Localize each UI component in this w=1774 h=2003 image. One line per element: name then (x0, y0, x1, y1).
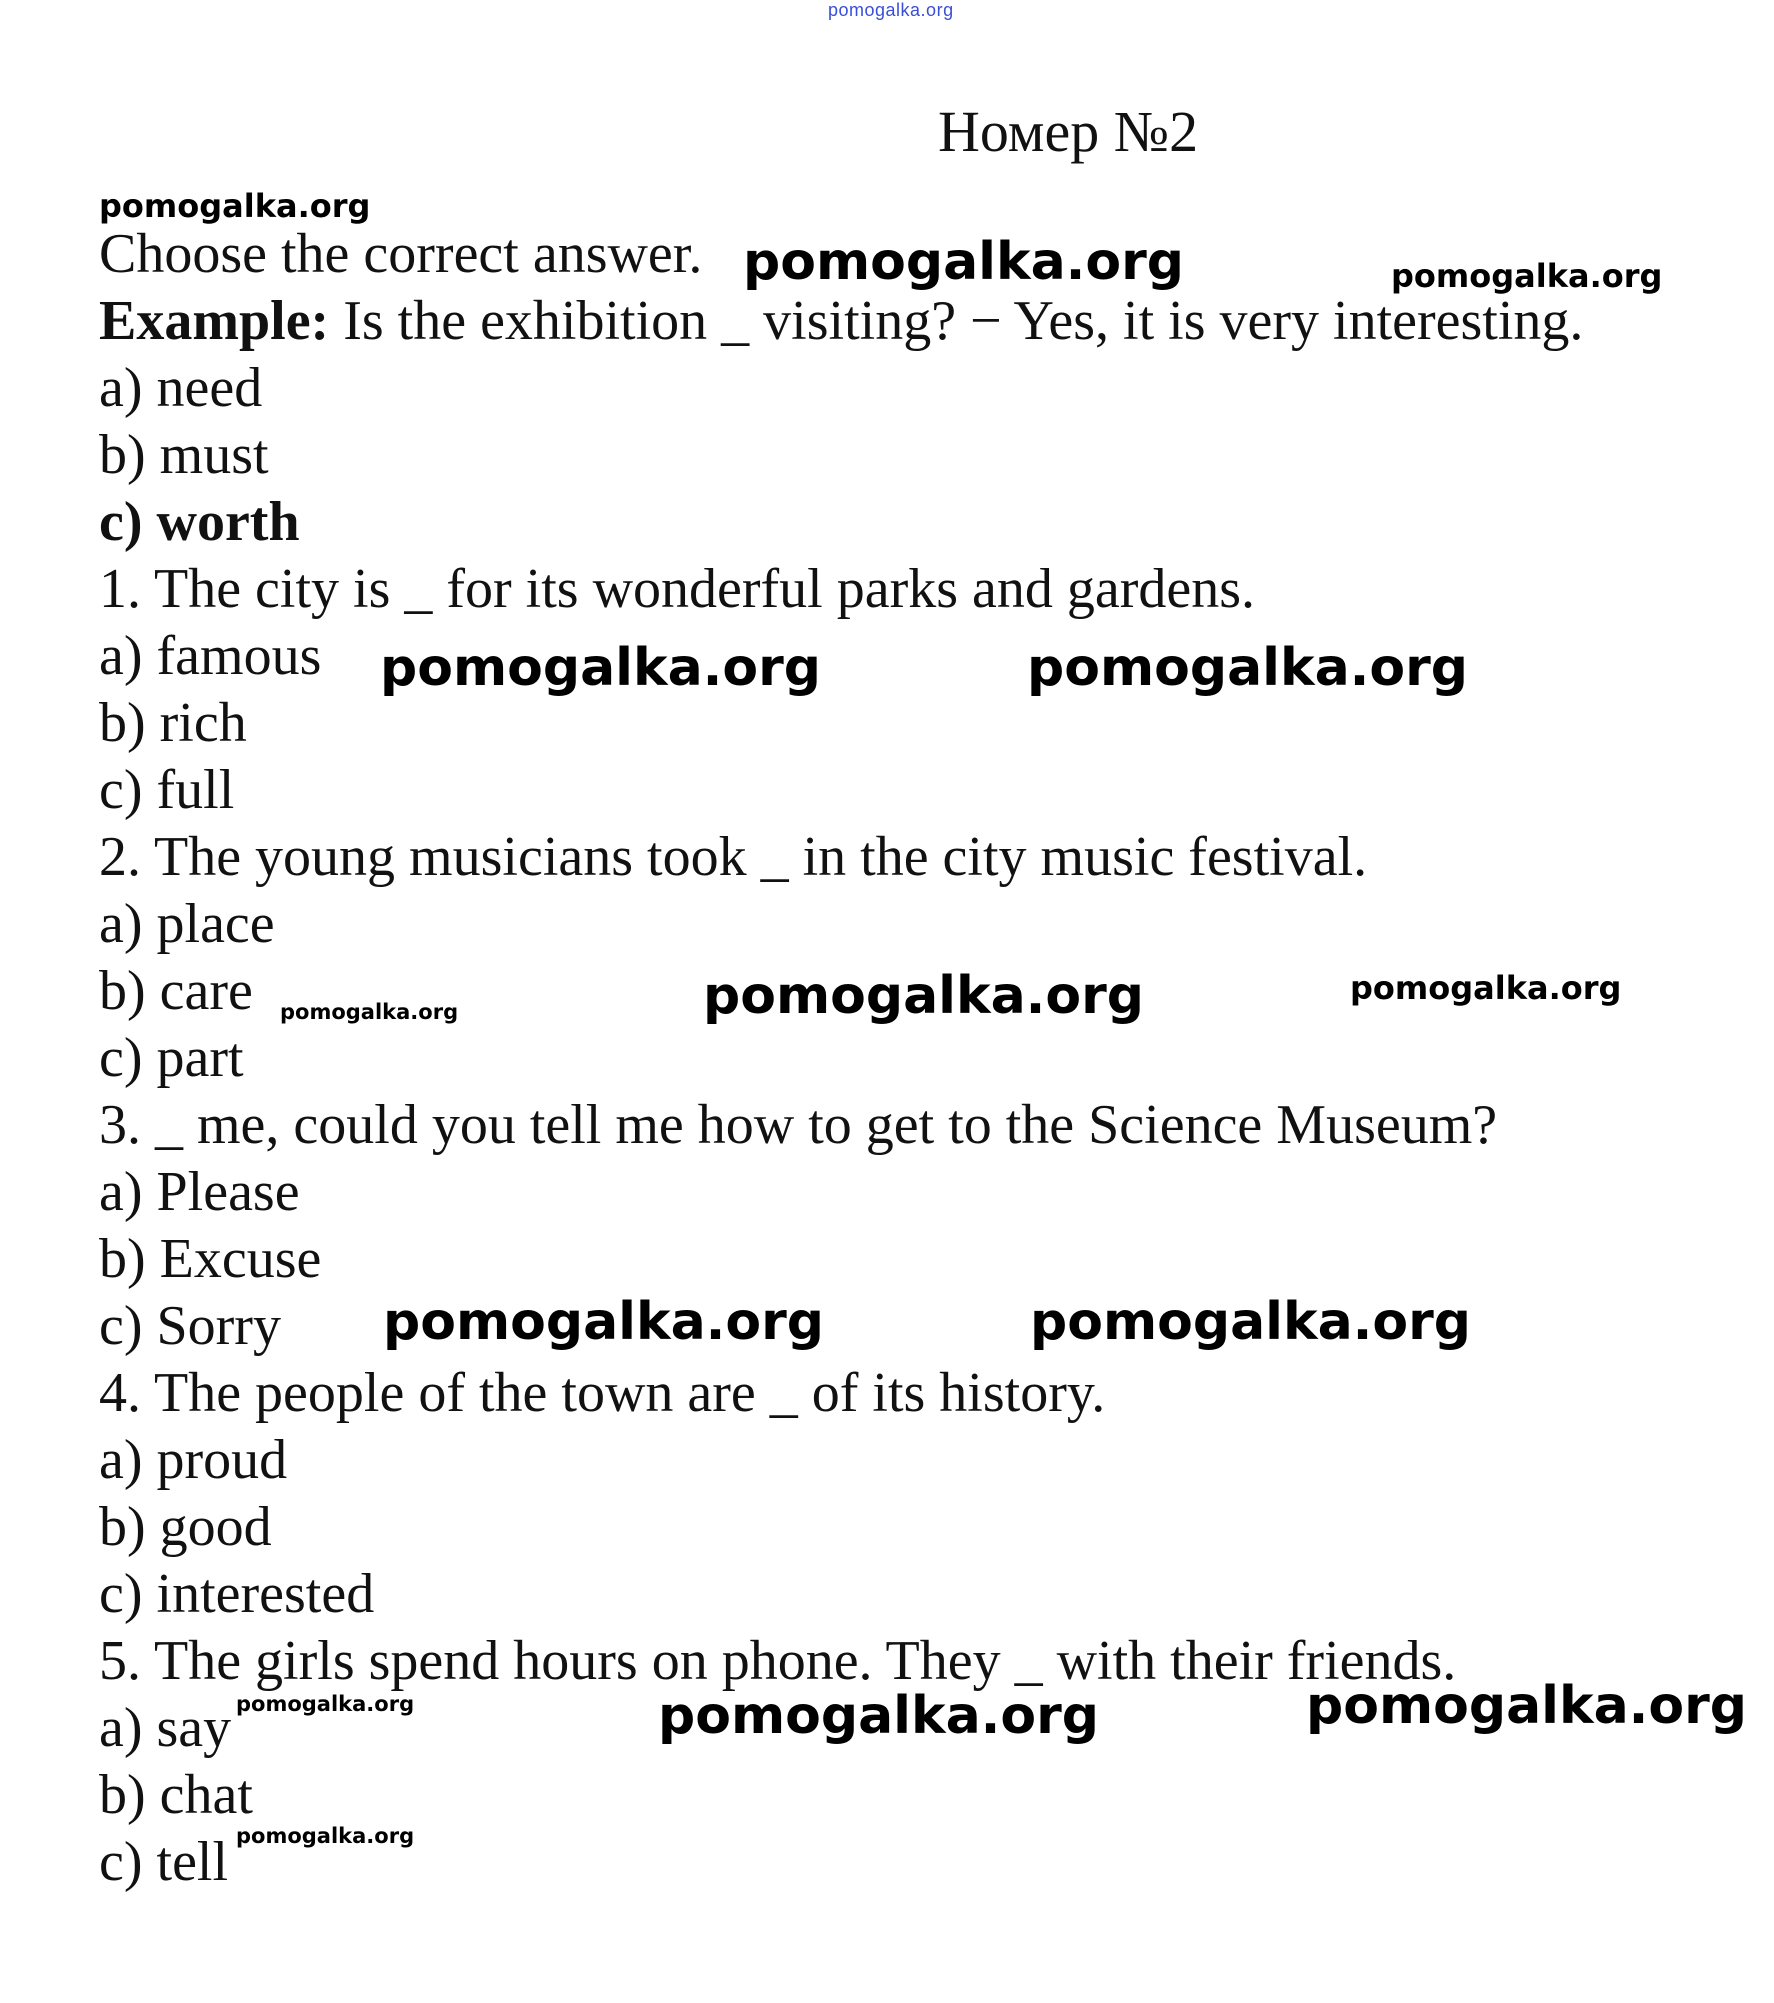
question-3-option-b: b) Excuse (99, 1228, 322, 1290)
watermark: pomogalka.org (1306, 1676, 1748, 1736)
question-1-option-c: c) full (99, 759, 235, 821)
page-title: Номер №2 (938, 99, 1199, 164)
example-option-c: c) worth (99, 491, 300, 553)
question-5-option-b: b) chat (99, 1764, 253, 1826)
question-4: 4. The people of the town are _ of its history. (99, 1362, 1106, 1424)
watermark: pomogalka.org (1391, 257, 1663, 295)
example-text: Is the exhibition _ visiting? − Yes, it is very interesting. (329, 290, 1584, 352)
example-option-a: a) need (99, 357, 263, 419)
instruction: Choose the correct answer. (99, 223, 703, 285)
watermark: pomogalka.org (703, 966, 1145, 1026)
question-3-option-c: c) Sorry (99, 1295, 281, 1357)
top-watermark: pomogalka.org (828, 0, 954, 20)
watermark: pomogalka.org (383, 1292, 825, 1352)
watermark: pomogalka.org (743, 232, 1185, 292)
question-4-option-a: a) proud (99, 1429, 288, 1491)
watermark: pomogalka.org (236, 1824, 415, 1848)
question-2: 2. The young musicians took _ in the city music festival. (99, 826, 1368, 888)
question-2-option-b: b) care (99, 960, 253, 1022)
watermark: pomogalka.org (1030, 1292, 1472, 1352)
question-1: 1. The city is _ for its wonderful parks and gardens. (99, 558, 1256, 620)
example-label: Example: (99, 290, 330, 352)
watermark: pomogalka.org (280, 1000, 459, 1024)
watermark: pomogalka.org (1350, 969, 1622, 1007)
question-4-option-c: c) interested (99, 1563, 375, 1625)
example-option-b: b) must (99, 424, 269, 486)
watermark: pomogalka.org (380, 638, 822, 698)
question-2-option-c: c) part (99, 1027, 244, 1089)
question-5-option-a: a) say (99, 1697, 232, 1759)
watermark: pomogalka.org (658, 1686, 1100, 1746)
question-5-option-c: c) tell (99, 1831, 229, 1893)
question-1-option-a: a) famous (99, 625, 322, 687)
question-1-option-b: b) rich (99, 692, 247, 754)
question-3: 3. _ me, could you tell me how to get to the Science Museum? (99, 1094, 1498, 1156)
watermark: pomogalka.org (236, 1692, 415, 1716)
question-2-option-a: a) place (99, 893, 275, 955)
question-5: 5. The girls spend hours on phone. They _ with their friends. (99, 1630, 1457, 1692)
question-3-option-a: a) Please (99, 1161, 300, 1223)
watermark: pomogalka.org (1027, 638, 1469, 698)
question-4-option-b: b) good (99, 1496, 272, 1558)
watermark: pomogalka.org (99, 187, 371, 225)
example-question (99, 290, 1584, 352)
